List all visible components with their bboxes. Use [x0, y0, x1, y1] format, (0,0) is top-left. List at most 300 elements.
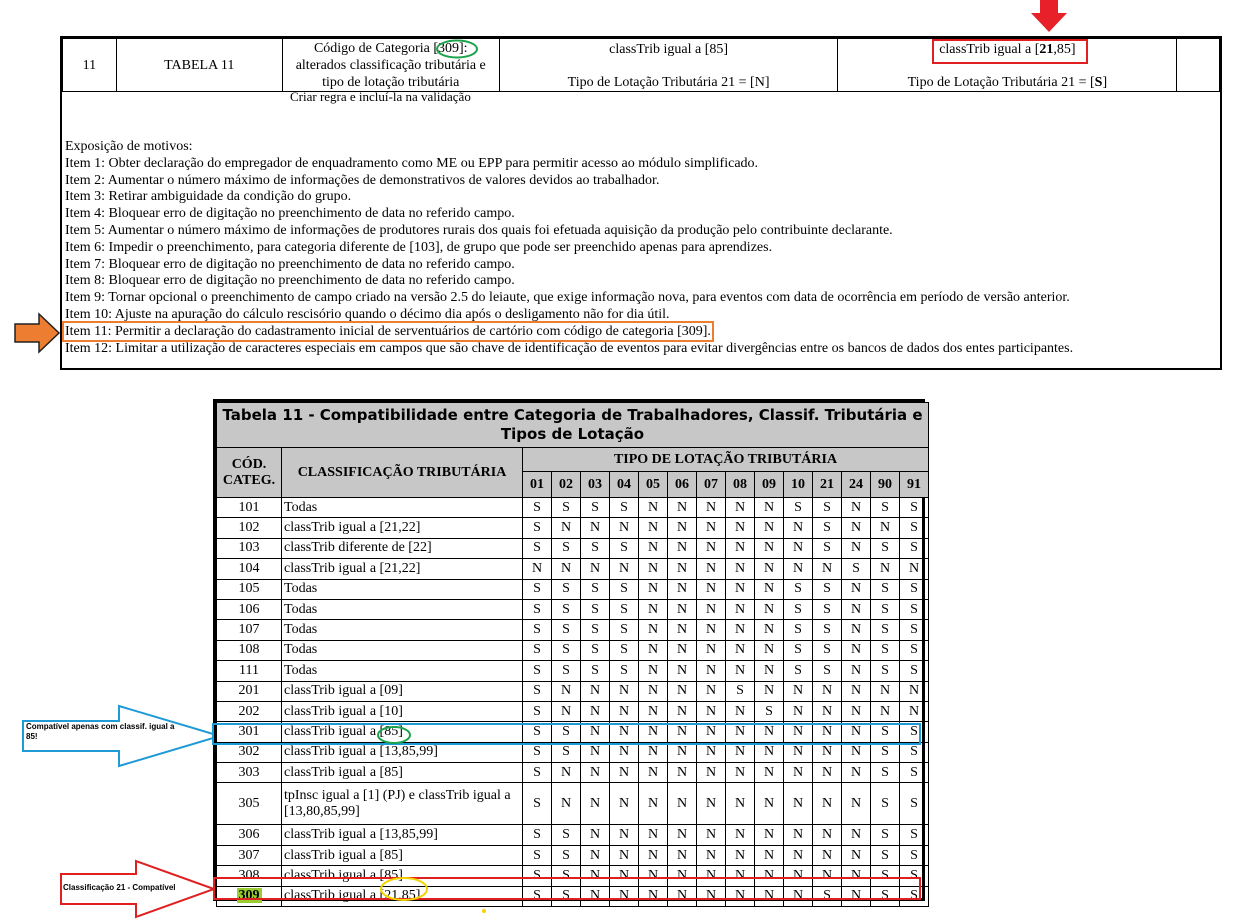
compat-cell: N: [639, 722, 668, 742]
compat-cell: S: [523, 681, 552, 701]
compat-cell: N: [842, 783, 871, 825]
compat-cell: S: [871, 661, 900, 681]
change-row-11: [63, 39, 1220, 92]
tipo-header-24: 24: [842, 472, 871, 498]
category-code: 301: [217, 722, 282, 742]
table-row: [217, 640, 929, 660]
compat-cell: N: [668, 763, 697, 783]
compat-cell: S: [900, 538, 929, 558]
compat-cell: N: [842, 599, 871, 619]
compat-cell: S: [523, 783, 552, 825]
compat-cell: S: [581, 498, 610, 518]
tipo-header-10: 10: [784, 472, 813, 498]
list-item: Item 8: Bloquear erro de digitação no preenchimento de data no referido campo.: [65, 273, 515, 289]
compat-cell: N: [610, 722, 639, 742]
compat-cell: N: [842, 825, 871, 845]
compat-cell: S: [900, 886, 929, 906]
compat-cell: S: [523, 498, 552, 518]
compat-cell: N: [726, 599, 755, 619]
compat-cell: N: [610, 825, 639, 845]
compat-cell: N: [726, 661, 755, 681]
compat-cell: N: [784, 742, 813, 762]
compat-cell: S: [900, 742, 929, 762]
compat-cell: S: [523, 538, 552, 558]
compat-cell: S: [871, 845, 900, 865]
compat-cell: S: [523, 599, 552, 619]
compat-cell: N: [639, 845, 668, 865]
list-item: Item 7: Bloquear erro de digitação no preenchimento de data no referido campo.: [65, 256, 515, 272]
compat-cell: S: [871, 538, 900, 558]
table-row: [217, 620, 929, 640]
compat-cell: N: [610, 742, 639, 762]
blue-annotation-note: Compatível apenas com classif. igual a 85!: [26, 722, 175, 741]
compat-cell: S: [813, 620, 842, 640]
compat-cell: N: [668, 866, 697, 886]
compat-cell: S: [900, 620, 929, 640]
category-code: 105: [217, 579, 282, 599]
compat-cell: N: [668, 701, 697, 721]
list-item: Item 4: Bloquear erro de digitação no preenchimento de data no referido campo.: [65, 206, 515, 222]
compat-cell: N: [668, 722, 697, 742]
compat-cell: N: [871, 518, 900, 538]
classification: classTrib igual a [09]: [282, 681, 523, 701]
tipo-header-07: 07: [697, 472, 726, 498]
compat-cell: S: [755, 701, 784, 721]
compat-cell: N: [784, 886, 813, 906]
compat-cell: S: [813, 599, 842, 619]
compat-cell: N: [842, 640, 871, 660]
compat-cell: N: [668, 845, 697, 865]
category-code: 111: [217, 661, 282, 681]
green-circle-mark-table: [376, 725, 412, 745]
compat-cell: S: [523, 518, 552, 538]
compat-cell: N: [639, 538, 668, 558]
compat-cell: N: [610, 518, 639, 538]
compat-cell: N: [639, 701, 668, 721]
list-item: Item 9: Tornar opcional o preenchimento de campo criado na versão 2.5 do leiaute, que exige informação nova, para eventos com data de ocorrência em período de versão anterior.: [65, 290, 1070, 306]
category-code: 303: [217, 763, 282, 783]
compat-cell: N: [639, 518, 668, 538]
orange-right-arrow-icon: [15, 314, 59, 352]
col-header-class: CLASSIFICAÇÃO TRIBUTÁRIA: [282, 448, 523, 498]
partial-next-row: Criar regra e incluí-la na validação: [290, 89, 471, 104]
compat-cell: S: [813, 498, 842, 518]
yellow-circle-mark: [378, 876, 430, 902]
tipo-header-90: 90: [871, 472, 900, 498]
compat-cell: N: [668, 640, 697, 660]
compat-cell: S: [813, 640, 842, 660]
compat-cell: N: [668, 559, 697, 579]
compat-cell: N: [610, 763, 639, 783]
compat-cell: S: [552, 825, 581, 845]
list-item: Item 10: Ajuste na apuração do cálculo rescisório quando o décimo dia após o desligamento não for dia útil.: [65, 306, 670, 322]
table-row: [217, 559, 929, 579]
category-code: 309: [217, 886, 282, 906]
compat-cell: N: [813, 681, 842, 701]
compat-cell: N: [726, 825, 755, 845]
compat-cell: N: [842, 661, 871, 681]
yellow-dot: [482, 909, 486, 913]
compat-cell: N: [871, 681, 900, 701]
compat-cell: N: [697, 866, 726, 886]
compat-cell: N: [639, 620, 668, 640]
compat-cell: N: [755, 579, 784, 599]
compat-cell: N: [668, 579, 697, 599]
compat-cell: N: [697, 559, 726, 579]
classification: classTrib igual a [85]: [282, 763, 523, 783]
tipo-header-91: 91: [900, 472, 929, 498]
category-code: 106: [217, 599, 282, 619]
classification: tpInsc igual a [1] (PJ) e classTrib igual a [13,80,85,99]: [282, 783, 523, 825]
compat-cell: S: [900, 498, 929, 518]
compat-cell: N: [552, 783, 581, 825]
compat-cell: S: [552, 620, 581, 640]
compat-cell: N: [668, 599, 697, 619]
compat-cell: N: [755, 783, 784, 825]
compat-cell: S: [552, 661, 581, 681]
compat-cell: N: [784, 701, 813, 721]
table-row: [217, 825, 929, 845]
compat-cell: S: [871, 886, 900, 906]
compat-cell: N: [842, 845, 871, 865]
compat-cell: N: [726, 722, 755, 742]
compat-cell: N: [697, 579, 726, 599]
compat-cell: N: [755, 742, 784, 762]
compat-cell: N: [842, 579, 871, 599]
category-code: 306: [217, 825, 282, 845]
compat-cell: S: [552, 579, 581, 599]
compat-cell: S: [784, 640, 813, 660]
compat-cell: N: [726, 559, 755, 579]
compat-cell: S: [871, 620, 900, 640]
compat-cell: S: [842, 559, 871, 579]
compat-cell: N: [697, 640, 726, 660]
compat-cell: N: [813, 763, 842, 783]
list-item: Item 12: Limitar a utilização de caracteres especiais em campos que são chave de identificação de eventos para evitar divergências entre os bancos de dados dos entes participantes.: [65, 340, 1074, 356]
red-row-highlight: [213, 877, 921, 900]
compat-cell: N: [726, 538, 755, 558]
compat-cell: N: [900, 701, 929, 721]
tipo-header-06: 06: [668, 472, 697, 498]
compat-cell: N: [610, 783, 639, 825]
col-header-code: CÓD. CATEG.: [217, 448, 282, 498]
classification: classTrib igual a [21,22]: [282, 559, 523, 579]
classification: Todas: [282, 661, 523, 681]
compat-cell: N: [842, 620, 871, 640]
compat-cell: N: [639, 783, 668, 825]
compat-cell: N: [726, 518, 755, 538]
compat-cell: S: [523, 845, 552, 865]
compat-cell: N: [668, 538, 697, 558]
compat-cell: N: [697, 742, 726, 762]
compat-cell: N: [784, 559, 813, 579]
compat-cell: S: [581, 640, 610, 660]
compat-cell: N: [842, 886, 871, 906]
row-description: Código de Categoria [309]: alterados classificação tributária e tipo de lotação tributária: [282, 39, 499, 92]
compat-cell: S: [552, 886, 581, 906]
compat-cell: N: [610, 866, 639, 886]
compat-cell: N: [610, 681, 639, 701]
compat-cell: S: [900, 722, 929, 742]
classification: Todas: [282, 579, 523, 599]
compat-cell: N: [552, 518, 581, 538]
compat-cell: S: [523, 620, 552, 640]
compat-cell: S: [900, 640, 929, 660]
compat-cell: N: [755, 845, 784, 865]
compat-cell: N: [755, 661, 784, 681]
compat-cell: S: [900, 599, 929, 619]
compat-cell: N: [552, 701, 581, 721]
compat-cell: N: [755, 620, 784, 640]
compat-cell: N: [726, 866, 755, 886]
compat-cell: N: [784, 722, 813, 742]
classification: classTrib igual a [21,85]: [282, 886, 523, 906]
new-rule-cell: classTrib igual a [21,85] Tipo de Lotação Tributária 21 = [S]: [838, 39, 1177, 92]
classification: classTrib igual a [21,22]: [282, 518, 523, 538]
list-item: Item 3: Retirar ambiguidade da condição do grupo.: [65, 189, 352, 205]
compat-cell: N: [697, 722, 726, 742]
compat-cell: N: [871, 559, 900, 579]
compat-cell: N: [581, 701, 610, 721]
compat-cell: S: [871, 866, 900, 886]
compat-cell: S: [552, 845, 581, 865]
compat-cell: N: [784, 825, 813, 845]
compat-cell: N: [668, 498, 697, 518]
classification: classTrib igual a [13,85,99]: [282, 825, 523, 845]
compat-cell: N: [552, 559, 581, 579]
green-circle-mark: [435, 39, 479, 59]
compat-cell: N: [813, 701, 842, 721]
list-item: Item 2: Aumentar o número máximo de informações de demonstrativos de valores devidos ao trabalhador.: [65, 172, 660, 188]
compat-cell: N: [581, 559, 610, 579]
compat-cell: N: [668, 742, 697, 762]
classification: classTrib igual a [85]: [282, 722, 523, 742]
compat-cell: S: [900, 783, 929, 825]
compat-cell: N: [755, 538, 784, 558]
compat-cell: N: [697, 498, 726, 518]
compat-cell: N: [581, 825, 610, 845]
compat-cell: S: [581, 620, 610, 640]
compat-cell: S: [813, 661, 842, 681]
compat-cell: N: [639, 559, 668, 579]
compat-cell: N: [697, 681, 726, 701]
compat-cell: S: [523, 763, 552, 783]
compat-cell: N: [668, 886, 697, 906]
table-row: [217, 763, 929, 783]
compat-cell: S: [900, 763, 929, 783]
compat-cell: N: [668, 783, 697, 825]
change-log-box: [60, 36, 1222, 370]
table-row: [217, 538, 929, 558]
tipo-header-04: 04: [610, 472, 639, 498]
classification: Todas: [282, 620, 523, 640]
compat-cell: S: [813, 886, 842, 906]
row-number: 11: [63, 39, 117, 92]
compat-cell: N: [697, 620, 726, 640]
table-row: [217, 599, 929, 619]
compat-cell: N: [726, 763, 755, 783]
row-table-name: TABELA 11: [116, 39, 282, 92]
compat-cell: S: [871, 742, 900, 762]
compat-cell: N: [697, 538, 726, 558]
compat-cell: N: [813, 742, 842, 762]
compat-cell: N: [784, 518, 813, 538]
compat-cell: S: [813, 579, 842, 599]
tipo-header-05: 05: [639, 472, 668, 498]
compat-cell: S: [784, 661, 813, 681]
compat-cell: S: [610, 661, 639, 681]
category-code: 108: [217, 640, 282, 660]
compat-cell: S: [900, 845, 929, 865]
compat-cell: N: [581, 722, 610, 742]
compat-cell: S: [784, 620, 813, 640]
compat-cell: S: [581, 538, 610, 558]
compat-cell: S: [552, 498, 581, 518]
compat-cell: S: [813, 538, 842, 558]
compat-cell: N: [842, 722, 871, 742]
compat-cell: N: [813, 866, 842, 886]
compat-cell: N: [726, 640, 755, 660]
compat-cell: N: [813, 825, 842, 845]
classification: classTrib igual a [85]: [282, 866, 523, 886]
compat-cell: S: [552, 599, 581, 619]
compat-cell: N: [639, 579, 668, 599]
compat-cell: N: [639, 825, 668, 845]
compat-cell: N: [726, 701, 755, 721]
compat-cell: N: [726, 886, 755, 906]
compat-cell: N: [755, 681, 784, 701]
classification: Todas: [282, 599, 523, 619]
compat-cell: N: [581, 886, 610, 906]
change-table: [62, 38, 1220, 92]
compat-cell: N: [639, 640, 668, 660]
compat-cell: N: [639, 886, 668, 906]
compat-cell: N: [581, 518, 610, 538]
compat-cell: N: [697, 763, 726, 783]
compat-cell: N: [552, 681, 581, 701]
list-item-highlighted: Item 11: Permitir a declaração do cadastramento inicial de serventuários de cartório com código de categoria [309].: [65, 323, 711, 339]
table-row: [217, 681, 929, 701]
red-down-arrow-icon: [1031, 0, 1067, 32]
compat-cell: N: [639, 661, 668, 681]
compat-cell: N: [755, 866, 784, 886]
compat-cell: S: [871, 763, 900, 783]
tipo-header-02: 02: [552, 472, 581, 498]
compat-cell: S: [581, 599, 610, 619]
compat-cell: S: [871, 498, 900, 518]
compat-cell: N: [755, 886, 784, 906]
compat-cell: N: [784, 763, 813, 783]
compat-cell: S: [871, 640, 900, 660]
table-row: [217, 498, 929, 518]
compat-cell: S: [871, 579, 900, 599]
compat-cell: N: [813, 845, 842, 865]
compat-cell: S: [523, 722, 552, 742]
red-highlight-box: [932, 39, 1088, 64]
compat-cell: N: [610, 845, 639, 865]
compat-cell: N: [639, 599, 668, 619]
motives-list: [65, 139, 1073, 357]
compat-cell: N: [813, 783, 842, 825]
classification: classTrib diferente de [22]: [282, 538, 523, 558]
compat-cell: N: [900, 559, 929, 579]
compat-cell: S: [523, 742, 552, 762]
red-annotation-note: Classificação 21 - Compatível: [63, 883, 176, 892]
tipo-header-03: 03: [581, 472, 610, 498]
compat-cell: N: [610, 886, 639, 906]
compat-cell: S: [523, 701, 552, 721]
classification: Todas: [282, 640, 523, 660]
compat-cell: N: [668, 620, 697, 640]
tipo-header-09: 09: [755, 472, 784, 498]
category-code: 202: [217, 701, 282, 721]
compat-cell: N: [610, 701, 639, 721]
compat-cell: N: [755, 559, 784, 579]
compat-cell: S: [871, 783, 900, 825]
compat-cell: N: [639, 681, 668, 701]
compat-cell: S: [900, 866, 929, 886]
compat-cell: N: [842, 701, 871, 721]
compat-cell: N: [813, 559, 842, 579]
compat-cell: N: [668, 681, 697, 701]
compat-cell: N: [784, 845, 813, 865]
col-header-tipo: TIPO DE LOTAÇÃO TRIBUTÁRIA: [523, 448, 929, 472]
table-title: Tabela 11 - Compatibilidade entre Categoria de Trabalhadores, Classif. Tributária e Tipos de Lotação: [217, 403, 929, 448]
compat-cell: S: [784, 599, 813, 619]
compat-cell: N: [813, 722, 842, 742]
category-code: 305: [217, 783, 282, 825]
compat-cell: N: [697, 783, 726, 825]
compat-cell: S: [523, 886, 552, 906]
compat-cell: N: [755, 518, 784, 538]
compat-cell: N: [581, 742, 610, 762]
compat-cell: S: [523, 579, 552, 599]
category-code: 107: [217, 620, 282, 640]
compat-cell: N: [755, 640, 784, 660]
compat-cell: N: [697, 701, 726, 721]
classification: classTrib igual a [10]: [282, 701, 523, 721]
compat-cell: N: [755, 498, 784, 518]
compat-cell: N: [639, 498, 668, 518]
category-code: 307: [217, 845, 282, 865]
compat-cell: N: [842, 866, 871, 886]
category-code: 104: [217, 559, 282, 579]
compat-cell: S: [581, 661, 610, 681]
compat-cell: N: [726, 742, 755, 762]
compat-cell: S: [523, 640, 552, 660]
category-code: 103: [217, 538, 282, 558]
tipo-header-21: 21: [813, 472, 842, 498]
compat-cell: S: [610, 498, 639, 518]
compat-cell: N: [697, 661, 726, 681]
compat-cell: N: [726, 620, 755, 640]
compat-cell: N: [581, 845, 610, 865]
compat-cell: S: [871, 722, 900, 742]
compat-cell: N: [842, 742, 871, 762]
compat-cell: S: [726, 681, 755, 701]
compat-cell: N: [842, 763, 871, 783]
compat-cell: N: [784, 681, 813, 701]
compat-cell: N: [842, 498, 871, 518]
compat-cell: S: [610, 599, 639, 619]
category-code: 201: [217, 681, 282, 701]
table-row: [217, 701, 929, 721]
compat-cell: N: [755, 825, 784, 845]
compat-cell: N: [784, 538, 813, 558]
compat-cell: N: [697, 886, 726, 906]
table-row: [217, 845, 929, 865]
list-item: Item 5: Aumentar o número máximo de informações de produtores rurais dos quais foi efetuada aquisição da produção pelo contribuinte declarante.: [65, 222, 893, 238]
